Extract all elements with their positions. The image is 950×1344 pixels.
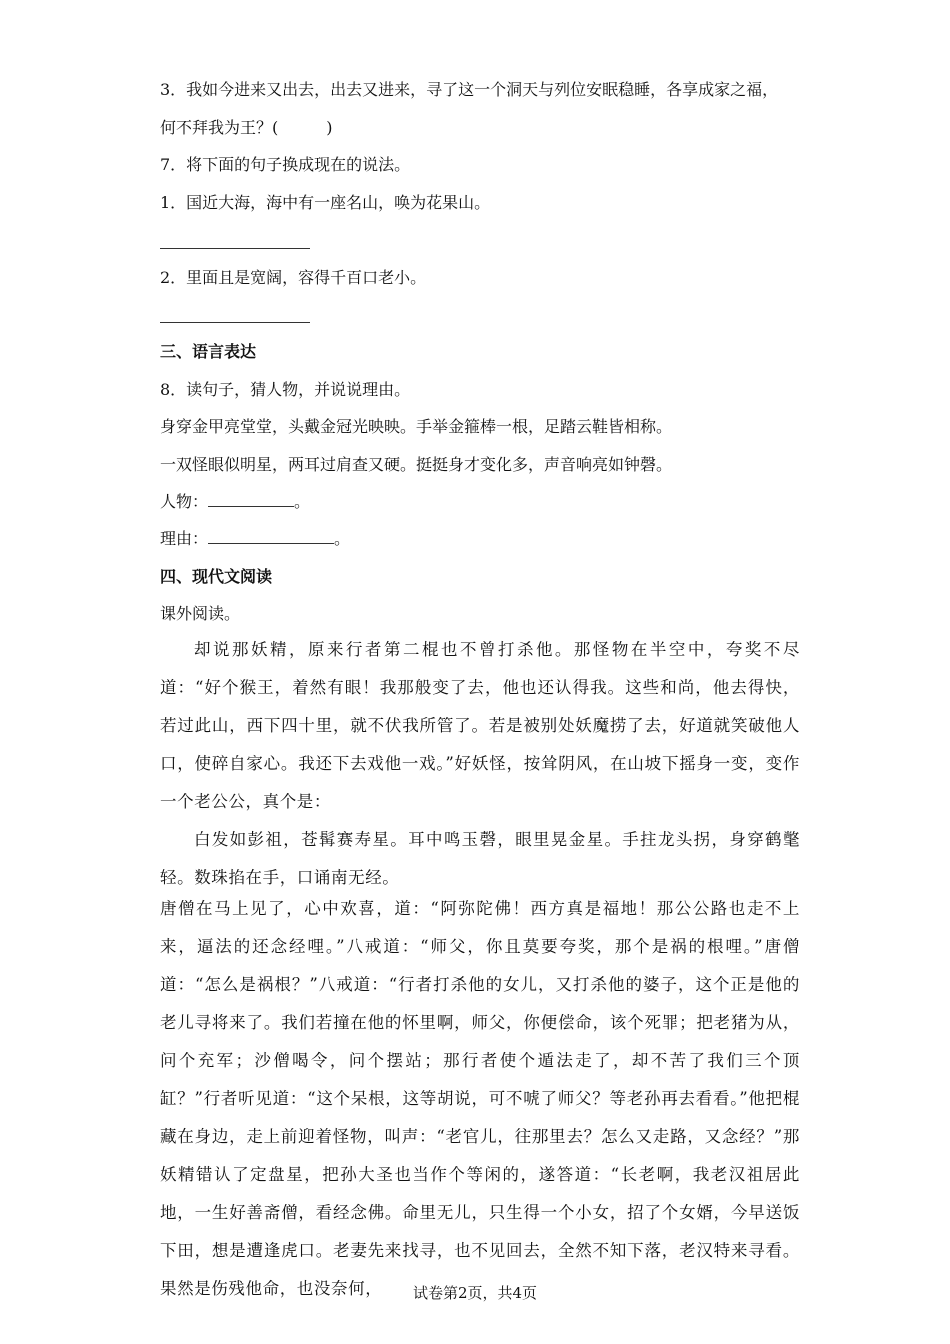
question-8-poem-line1: 身穿金甲亮堂堂，头戴金冠光映映。手举金箍棒一根，足踏云鞋皆相称。	[160, 417, 673, 436]
section-4-heading: 四、现代文阅读	[160, 567, 273, 586]
answer-line-7-2[interactable]	[160, 322, 310, 323]
question-8-title: 8．读句子，猜人物，并说说理由。	[160, 380, 411, 399]
person-answer-blank[interactable]	[208, 492, 294, 507]
answer-line-7-1[interactable]	[160, 248, 310, 249]
reason-period: 。	[334, 529, 351, 548]
section-3-heading: 三、语言表达	[160, 342, 257, 361]
passage-paragraph-2: 白发如彭祖，苍髯赛寿星。耳中鸣玉磬，眼里晃金星。手拄龙头拐，身穿鹤氅轻。数珠掐在手，口诵南无经。	[160, 830, 800, 887]
person-label: 人物：	[160, 492, 209, 511]
question-7-title: 7．将下面的句子换成现在的说法。	[160, 155, 411, 174]
reading-passage-part1	[160, 631, 800, 897]
question-7-item1: 1．国近大海，海中有一座名山，唤为花果山。	[160, 193, 491, 212]
passage-paragraph-3: 唐僧在马上见了，心中欢喜，道：“阿弥陀佛！西方真是福地！那公公路也走不上来，逼法的还念经哩。”八戒道：“师父，你且莫要夸奖，那个是祸的根哩。”唐僧道：“怎么是祸根？”八戒道：“行者打杀他的女儿，又打杀他的婆子，这个正是他的老儿寻将来了。我们若撞在他的怀里啊，师父，你便偿命，该个死罪；把老猪为从，问个充军；沙僧喝令，问个摆站；那行者使个遁法走了，却不苦了我们三个顶缸？”行者听见道：“这个呆根，这等胡说，可不唬了师父？等老孙再去看看。”他把棍藏在身边，走上前迎着怪物，叫声：“老官儿，往那里去？怎么又走路，又念经？”那妖精错认了定盘星，把孙大圣也当作个等闲的，遂答道：“长老啊，我老汉祖居此地，一生好善斋僧，看经念佛。命里无儿，只生得一个小女，招了个女婿，今早送饭下田，想是遭逢虎口。老妻先来找寻，也不见回去，全然不知下落，老汉特来寻看。果然是伤残他命，也没奈何，	[160, 899, 800, 1298]
reading-intro: 课外阅读。	[160, 604, 241, 623]
reading-passage-part2	[160, 890, 800, 1308]
question-3-line1: 3．我如今进来又出去，出去又进来，寻了这一个洞天与列位安眠稳睡，各享成家之福，	[160, 80, 779, 99]
question-8-person-row	[160, 492, 800, 512]
page-footer: 试卷第2页，共4页	[412, 1284, 538, 1302]
question-7-item2: 2．里面且是宽阔，容得千百口老小。	[160, 268, 427, 287]
question-8-poem-line2: 一双怪眼似明星，两耳过肩查又硬。挺挺身才变化多，声音响亮如钟磬。	[160, 455, 673, 474]
reason-answer-blank[interactable]	[208, 529, 334, 544]
reason-label: 理由：	[160, 529, 209, 548]
passage-paragraph-1: 却说那妖精，原来行者第二棍也不曾打杀他。那怪物在半空中，夸奖不尽道：“好个猴王，着然有眼！我那般变了去，他也还认得我。这些和尚，他去得快，若过此山，西下四十里，就不伏我所管了。若是被别处妖魔捞了去，好道就笑破他人口，使碎自家心。我还下去戏他一戏。”好妖怪，按耸阴风，在山坡下摇身一变，变作一个老公公，真个是：	[160, 640, 800, 811]
question-3-line2: 何不拜我为王？( )	[160, 118, 333, 137]
person-period: 。	[294, 492, 311, 511]
question-8-reason-row	[160, 529, 800, 549]
